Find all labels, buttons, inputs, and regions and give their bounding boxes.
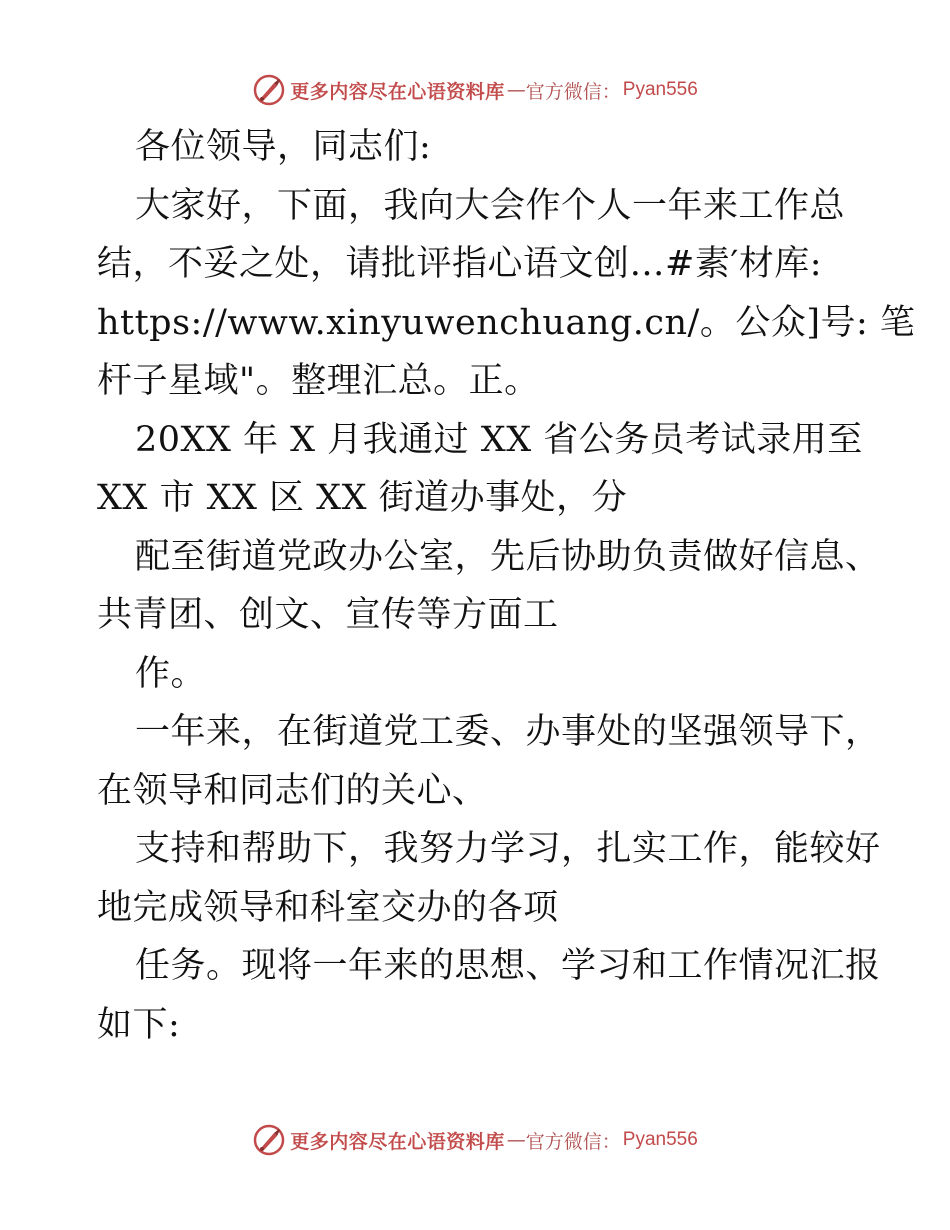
text-line: XX 市 XX 区 XX 街道办事处，分 [97, 478, 628, 518]
text-line: 配至街道党政办公室，先后协助负责做好信息、 [135, 536, 881, 577]
text-line: https://www.xinyuwenchuang.cn/。公众]号: 笔 [97, 302, 916, 343]
document-body [97, 118, 916, 1054]
text-line: 共青团、创文、宣传等方面工 [97, 595, 559, 635]
wechat-account: Pyan556 [622, 79, 698, 100]
quill-logo-icon [252, 1123, 286, 1157]
wechat-label: 官方微信 [525, 1130, 602, 1153]
text-line: 结，不妥之处，请批评指心语文创…#素′材库: [97, 244, 823, 284]
text-line: 杆子星域"。整理汇总。正。 [97, 361, 540, 401]
site-name: 更多内容尽在心语资料库 [290, 80, 505, 103]
text-line: 在领导和同志们的关心、 [97, 770, 488, 811]
text-line: 20XX 年 X 月我通过 XX 省公务员考试录用至 [135, 419, 863, 460]
text-line: 地完成领导和科室交办的各项 [97, 887, 559, 928]
text-line: 各位领导，同志们: [135, 127, 432, 167]
wechat-account: Pyan556 [622, 1129, 698, 1150]
header-banner [0, 70, 950, 110]
text-line: 大家好，下面，我向大会作个人一年来工作总 [135, 185, 846, 226]
quill-logo-icon [252, 73, 286, 107]
text-line: 任务。现将一年来的思想、学习和工作情况汇报 [135, 946, 881, 986]
footer-banner [0, 1120, 950, 1160]
text-line: 一年来，在街道党工委、办事处的坚强领导下， [135, 712, 881, 752]
wechat-label: 官方微信 [525, 80, 602, 103]
text-line: 支持和帮助下，我努力学习，扎实工作，能较好 [135, 829, 881, 869]
banner-colon: ： [601, 80, 621, 103]
text-line: 如下: [97, 1004, 181, 1045]
banner-dash: — [506, 79, 524, 101]
banner-dash: — [506, 1129, 524, 1151]
banner-colon: ： [601, 1130, 621, 1153]
text-line: 作。 [135, 653, 207, 694]
site-name: 更多内容尽在心语资料库 [290, 1130, 505, 1153]
